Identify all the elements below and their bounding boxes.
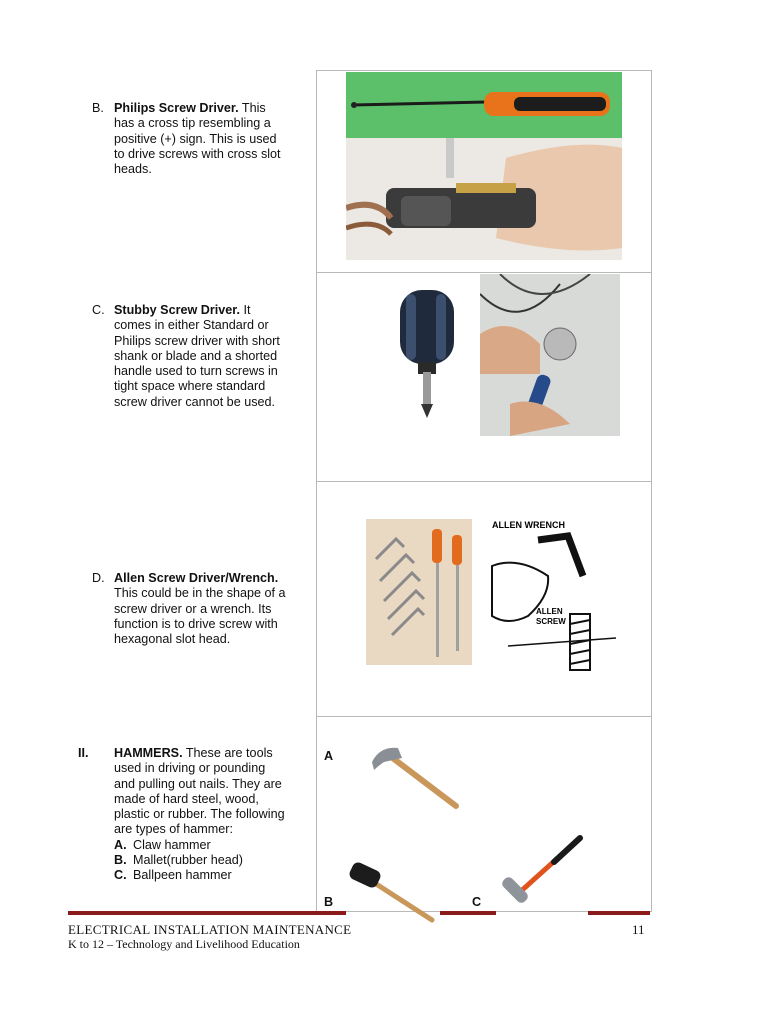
item-text-line: has a cross tip resembling a: [114, 116, 271, 131]
hand-holding-allen-wrench-icon: [488, 516, 616, 676]
hand-with-fixture-icon: [480, 274, 620, 436]
item-text-line: function is to drive screw with: [114, 616, 278, 631]
allen-wrench-caption: ALLEN WRENCH: [492, 520, 565, 530]
item-letter: D.: [92, 571, 105, 585]
list-key: B.: [114, 853, 127, 868]
section-text-line: used in driving or pounding: [114, 761, 266, 776]
item-text-line: to drive screws with cross slot: [114, 146, 281, 161]
section-text-line: plastic or rubber. The following: [114, 807, 285, 822]
hammer-types-list: [114, 838, 314, 884]
item-text-line: This could be in the shape of a: [114, 586, 286, 601]
row-divider: [316, 272, 652, 273]
page-number: 11: [632, 922, 645, 937]
allen-screw-caption-1: ALLEN: [536, 607, 563, 616]
stubby-screwdriver-icon: [392, 284, 464, 424]
footer-title: ELECTRICAL INSTALLATION MAINTENANCE: [68, 922, 352, 937]
item-term: Stubby Screw Driver.: [114, 303, 240, 317]
section-numeral: II.: [78, 746, 89, 760]
claw-hammer-photo: [370, 742, 462, 812]
list-text: Ballpeen hammer: [133, 868, 232, 883]
row-divider: [316, 481, 652, 482]
list-item: [114, 853, 314, 868]
item-text-line: shank or blade and a shorted: [114, 348, 278, 363]
section-text-line: These are tools: [185, 746, 273, 760]
footer-subtitle: K to 12 – Technology and Livelihood Education: [68, 937, 300, 951]
item-text-line: screw driver or a wrench. Its: [114, 601, 272, 616]
mallet-photo: [346, 860, 438, 924]
item-text-line: tight space where standard: [114, 379, 266, 394]
section-text-line: are types of hammer:: [114, 822, 233, 837]
item-text-line: It: [243, 303, 251, 317]
screwdriver-in-use-photo: [346, 138, 622, 260]
list-key: C.: [114, 868, 127, 883]
item-philips-screwdriver: [92, 101, 314, 177]
footer-rule: [68, 911, 346, 915]
footer-rule: [588, 911, 650, 915]
item-text-line: hexagonal slot head.: [114, 632, 231, 647]
item-text-line: heads.: [114, 162, 152, 177]
list-key: A.: [114, 837, 127, 852]
hand-with-outlet-icon: [346, 138, 622, 260]
stubby-in-use-photo: [480, 274, 620, 436]
section-hammers: [114, 746, 314, 884]
item-term: Allen Screw Driver/Wrench.: [114, 571, 279, 585]
item-term: Philips Screw Driver.: [114, 101, 239, 115]
row-divider: [316, 716, 652, 717]
section-text-line: made of hard steel, wood,: [114, 791, 259, 806]
allen-wrench-set-photo: [366, 519, 472, 665]
item-text-line: screw driver cannot be used.: [114, 394, 276, 409]
item-stubby-screwdriver: [92, 303, 314, 410]
stubby-screwdriver-photo: [392, 284, 464, 424]
item-text-line: Philips screw driver with short: [114, 333, 280, 348]
item-text-line: This: [241, 101, 266, 115]
item-text-line: positive (+) sign. This is used: [114, 131, 277, 146]
ballpeen-hammer-icon: [496, 832, 588, 914]
section-text-line: and pulling out nails. They are: [114, 776, 282, 791]
section-term: HAMMERS.: [114, 746, 183, 760]
allen-wrench-drawing: [488, 516, 616, 676]
claw-hammer-icon: [370, 742, 462, 812]
item-allen-wrench: [92, 571, 314, 647]
mallet-icon: [346, 860, 438, 924]
allen-keys-icon: [366, 519, 472, 665]
list-text: Claw hammer: [133, 837, 211, 852]
ballpeen-hammer-photo: [496, 832, 588, 914]
philips-screwdriver-photo: [346, 72, 622, 138]
figure-label-b: B: [324, 895, 334, 909]
allen-screw-caption-2: SCREW: [536, 617, 566, 626]
item-text-line: comes in either Standard or: [114, 318, 269, 333]
screwdriver-icon: [346, 72, 622, 138]
item-letter: C.: [92, 303, 105, 317]
item-text-line: handle used to turn screws in: [114, 364, 278, 379]
figure-label-a: A: [324, 749, 334, 763]
figure-label-c: C: [472, 895, 482, 909]
list-text: Mallet(rubber head): [133, 853, 243, 868]
footer-rule: [440, 911, 496, 915]
list-item: [114, 868, 314, 883]
list-item: [114, 838, 314, 853]
item-letter: B.: [92, 101, 104, 115]
